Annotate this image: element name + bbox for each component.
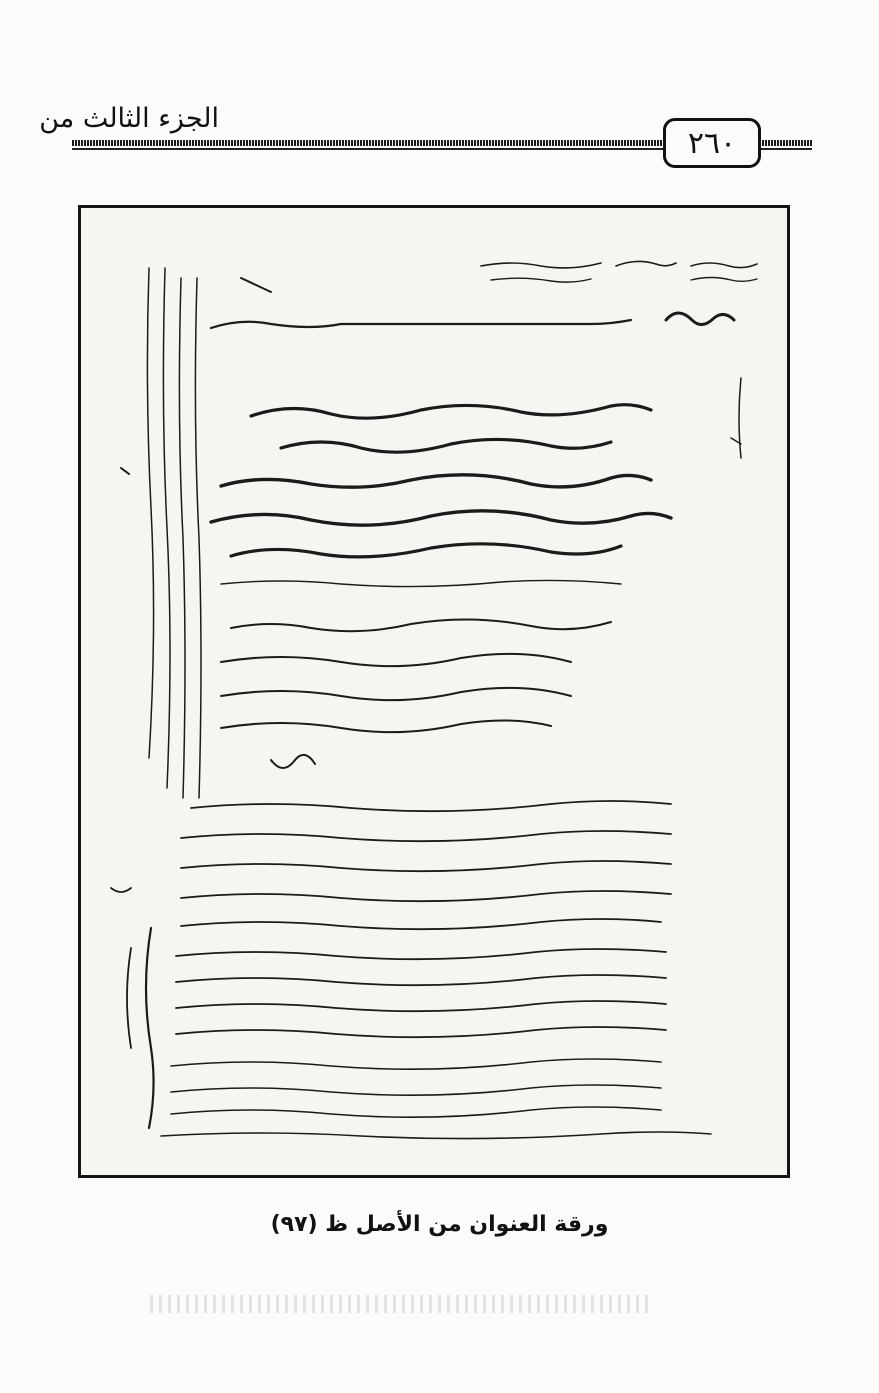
- running-title: الجزء الثالث من: [39, 103, 219, 134]
- bleed-through: [150, 1295, 650, 1313]
- manuscript-image: [78, 205, 790, 1178]
- manuscript-handwriting: [81, 208, 787, 1175]
- page-number: ٢٦٠: [663, 118, 761, 168]
- figure-caption: ورقة العنوان من الأصل ظ (٩٧): [270, 1212, 609, 1237]
